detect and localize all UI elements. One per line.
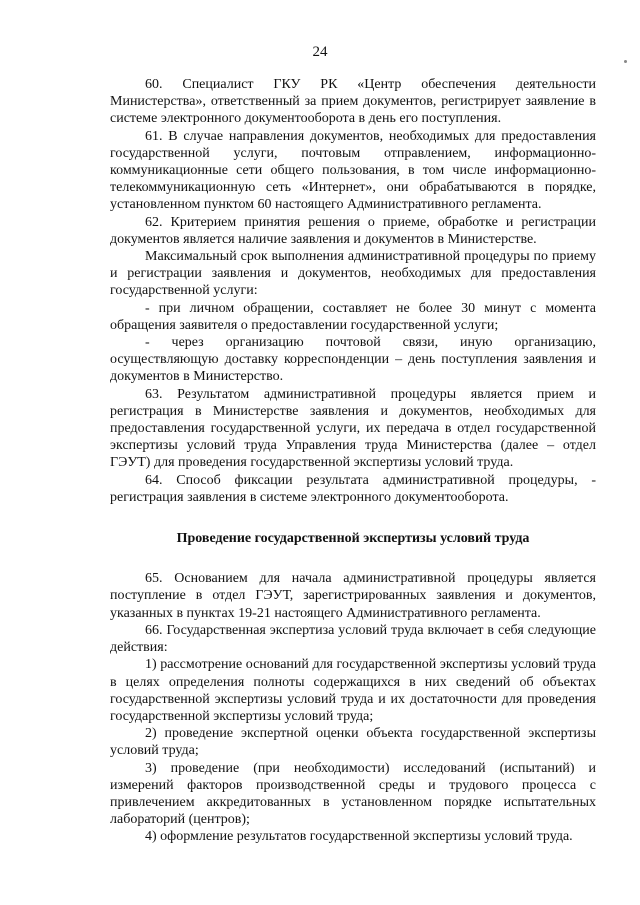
paragraph-max-term: Максимальный срок выполнения административной процедуры по приему и регистрации заявления и документов, необходимых для предоставления государственной услуги:: [110, 249, 596, 299]
paragraph-60: 60. Специалист ГКУ РК «Центр обеспечения деятельности Министерства», ответственный за прием документов, регистрирует заявление в системе электронного документооборота в день его поступления.: [110, 77, 596, 127]
margin-mark: [624, 60, 627, 63]
paragraph-personal-visit: - при личном обращении, составляет не более 30 минут с момента обращения заявителя о предоставлении государственной услуги;: [110, 300, 596, 333]
paragraph-65: 65. Основанием для начала административной процедуры является поступление в отдел ГЭУТ, зарегистрированных заявления и документов, указанных в пунктах 19-21 настоящего Административного регламента.: [110, 571, 596, 621]
list-item-4: 4) оформление результатов государственной экспертизы условий труда.: [145, 829, 573, 845]
paragraph-postal: - через организацию почтовой связи, иную организацию, осуществляющую доставку корреспонденции – день поступления заявления и документов в Министерство.: [110, 335, 596, 385]
list-item-3: 3) проведение (при необходимости) исследований (испытаний) и измерений факторов производственной среды и трудового процесса с привлечением аккредитованных в установленном порядке испытательных лабораторий (центров);: [110, 760, 596, 828]
paragraph-62: 62. Критерием принятия решения о приеме, обработке и регистрации документов является наличие заявления и документов в Министерстве.: [110, 214, 596, 247]
paragraph-61: 61. В случае направления документов, необходимых для предоставления государственной услуги, почтовым отправлением, информационно-коммуникационные сети общего пользования, в том числе информационно-телекоммуникационную сеть «Интернет», они обрабатываются в порядке, установленном пунктом 60 настоящего Административного регламента.: [110, 128, 596, 213]
paragraph-64: 64. Способ фиксации результата административной процедуры, - регистрация заявления в системе электронного документооборота.: [110, 472, 596, 505]
page-number: 24: [312, 44, 328, 60]
list-item-2: 2) проведение экспертной оценки объекта государственной экспертизы условий труда;: [110, 726, 596, 759]
section-heading: Проведение государственной экспертизы условий труда: [176, 531, 530, 547]
document-body: [110, 76, 596, 846]
paragraph-66: 66. Государственная экспертиза условий труда включает в себя следующие действия:: [110, 622, 596, 656]
list-item-1: 1) рассмотрение оснований для государственной экспертизы условий труда в целях определения полноты содержащихся в них сведений об объектах государственной экспертизы условий труда и их достаточности для проведения государственной экспертизы условий труда;: [110, 657, 596, 724]
paragraph-63: 63. Результатом административной процедуры является прием и регистрация в Министерстве заявления и документов, необходимых для предоставления государственной услуги, их передача в отдел государственной экспертизы условий труда Управления труда Министерства (далее – отдел ГЭУТ) для проведения государственной экспертизы условий труда.: [110, 386, 596, 471]
